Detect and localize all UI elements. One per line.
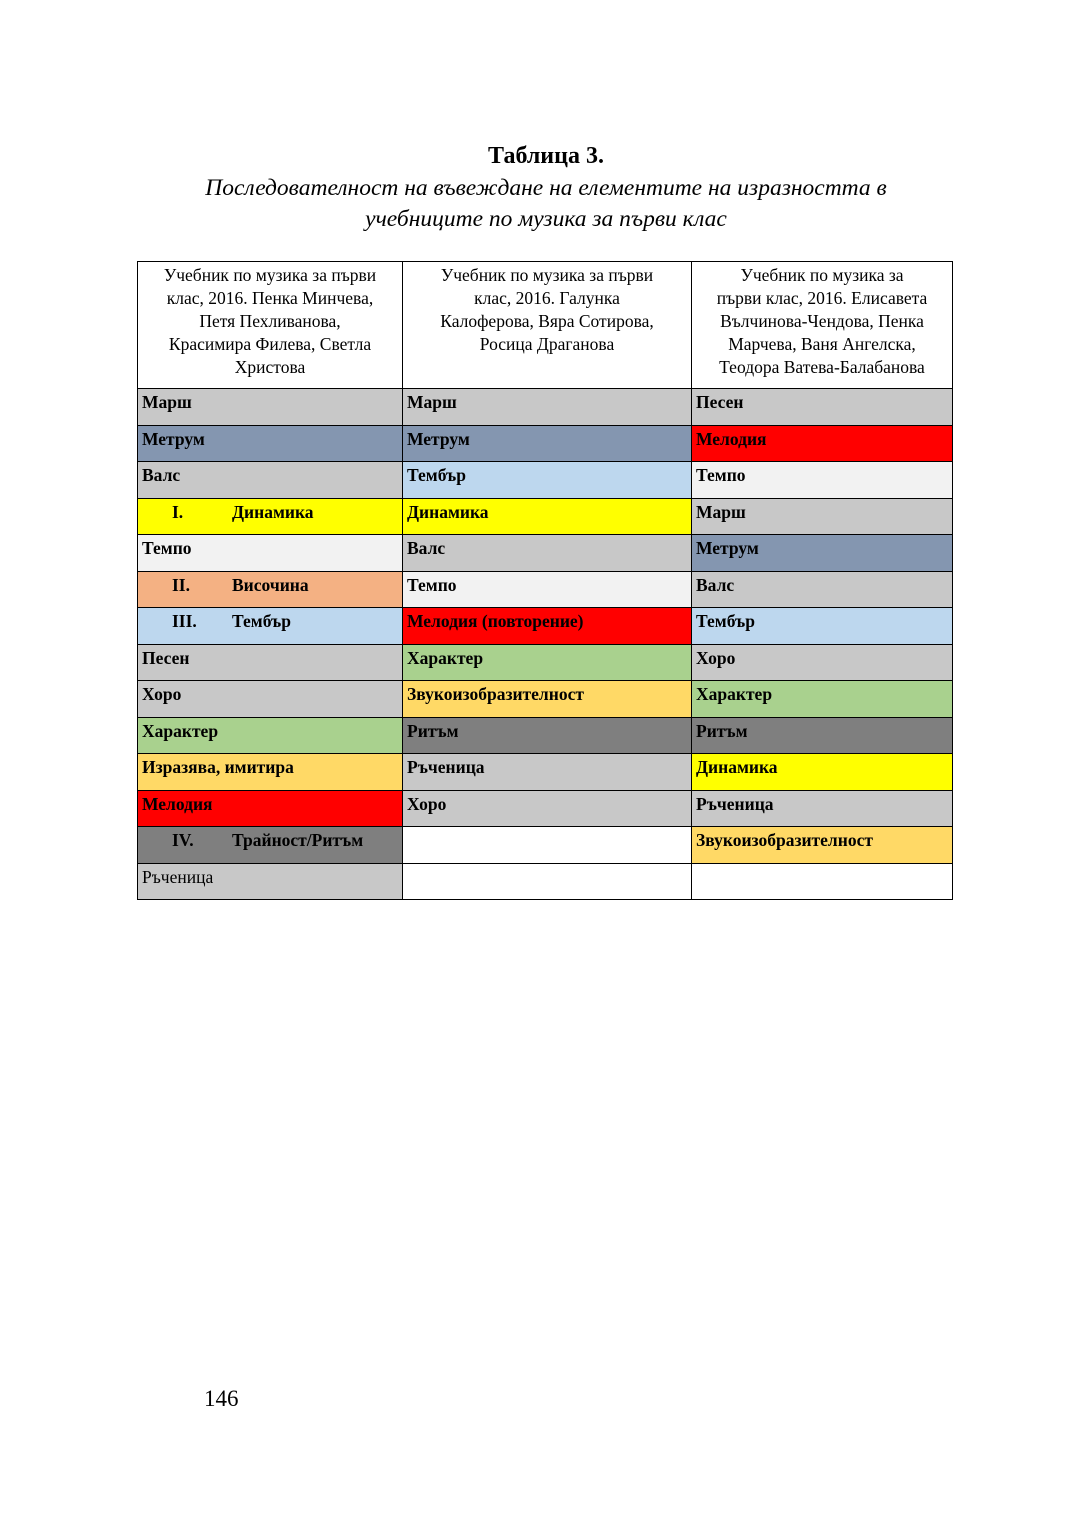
table-cell-col-2 [403, 608, 692, 645]
table-cell-col-2 [403, 644, 692, 681]
header-line: Учебник по музика за първи [163, 265, 377, 285]
cell-text: Валс [696, 574, 735, 595]
table-cell-col-1 [138, 462, 403, 499]
header-line: Вълчинова-Чендова, Пенка [720, 311, 924, 331]
cell-text: Темпо [696, 465, 746, 485]
table-cell-col-2 [403, 863, 692, 900]
table-cell-col-2 [403, 827, 692, 864]
table-row [138, 462, 953, 499]
list-number: IV. [172, 830, 194, 850]
header-cell-textbook-1 [138, 262, 403, 389]
table-title: Таблица 3. [488, 143, 604, 169]
header-cell-textbook-3 [692, 262, 953, 389]
table-cell-col-1 [138, 608, 403, 645]
table-cell-col-3 [692, 498, 953, 535]
table-cell-col-1 [138, 681, 403, 718]
table-row [138, 571, 953, 608]
cell-text: Метрум [142, 428, 205, 449]
cell-text: Трайност/Ритъм [232, 830, 364, 850]
table-cell-col-1 [138, 571, 403, 608]
cell-text: Тембър [407, 465, 466, 485]
cell-text: Звукоизобразителност [407, 684, 584, 704]
table-row [138, 389, 953, 426]
table-cell-col-3 [692, 462, 953, 499]
page-number: 146 [204, 1386, 239, 1411]
table-cell-col-3 [692, 863, 953, 900]
header-line: клас, 2016. Галунка [474, 288, 620, 308]
table-cell-col-2 [403, 790, 692, 827]
cell-text: Хоро [142, 684, 182, 704]
cell-text: Характер [407, 647, 484, 668]
table-cell-col-2 [403, 717, 692, 754]
cell-text: Песен [142, 647, 190, 668]
table-cell-col-1 [138, 498, 403, 535]
table-cell-col-3 [692, 571, 953, 608]
cell-text: Метрум [696, 538, 759, 558]
cell-text: Мелодия [696, 428, 767, 449]
table-cell-col-3 [692, 389, 953, 426]
table-row [138, 717, 953, 754]
cell-text: Височина [232, 574, 309, 595]
header-line: Марчева, Ваня Ангелска, [728, 334, 916, 354]
header-line: Учебник по музика за първи [440, 265, 654, 285]
table-row [138, 754, 953, 791]
cell-text: Динамика [407, 501, 489, 522]
table-cell-col-1 [138, 790, 403, 827]
cell-text: Темпо [142, 538, 192, 558]
table-cell-col-3 [692, 754, 953, 791]
cell-text: Марш [142, 392, 192, 412]
cell-text: Валс [407, 538, 446, 558]
table-row [138, 790, 953, 827]
header-line: Учебник по музика за [740, 265, 904, 285]
cell-text: Темпо [407, 574, 457, 595]
table-row [138, 681, 953, 718]
table-row [138, 608, 953, 645]
table-cell-col-1 [138, 425, 403, 462]
cell-text: Хоро [407, 793, 447, 814]
table-cell-col-2 [403, 535, 692, 572]
header-line: Калоферова, Вяра Сотирова, [440, 311, 654, 331]
table-row [138, 644, 953, 681]
table-cell-col-3 [692, 535, 953, 572]
table-row [138, 535, 953, 572]
table-cell-col-1 [138, 827, 403, 864]
table-row [138, 425, 953, 462]
cell-text: Тембър [232, 611, 291, 631]
header-line: клас, 2016. Пенка Минчева, [166, 288, 374, 308]
table-cell-col-1 [138, 717, 403, 754]
cell-text: Ръченица [142, 866, 214, 887]
cell-text: Динамика [232, 501, 314, 522]
table-cell-col-1 [138, 535, 403, 572]
list-number: II. [172, 574, 190, 595]
cell-text: Характер [696, 684, 773, 704]
cell-text: Ръченица [407, 757, 485, 777]
table-row [138, 498, 953, 535]
cell-text: Ръченица [696, 793, 774, 814]
table-cell-col-1 [138, 389, 403, 426]
table-cell-col-1 [138, 644, 403, 681]
cell-text: Тембър [696, 611, 755, 631]
header-line: първи клас, 2016. Елисавета [716, 288, 928, 308]
table-cell-col-2 [403, 681, 692, 718]
cell-text: Валс [142, 465, 181, 485]
header-line: Теодора Ватева-Балабанова [719, 357, 925, 377]
table-cell-col-2 [403, 389, 692, 426]
header-cell-textbook-2 [403, 262, 692, 389]
table-cell-col-2 [403, 754, 692, 791]
cell-text: Хоро [696, 647, 736, 668]
table-row [138, 863, 953, 900]
table-cell-col-3 [692, 644, 953, 681]
table-cell-col-3 [692, 790, 953, 827]
list-number: III. [172, 611, 197, 631]
table-row [138, 827, 953, 864]
cell-text: Характер [142, 720, 219, 741]
cell-text: Динамика [696, 757, 778, 777]
cell-text: Метрум [407, 428, 470, 449]
header-line: Красимира Филева, Светла [168, 334, 372, 354]
cell-text: Мелодия [142, 793, 213, 814]
table-header-row [138, 262, 953, 389]
table-cell-col-2 [403, 462, 692, 499]
list-number: I. [172, 501, 184, 522]
table-cell-col-1 [138, 754, 403, 791]
table-cell-col-3 [692, 717, 953, 754]
header-line: Росица Драганова [479, 334, 615, 354]
cell-text: Звукоизобразителност [696, 830, 873, 850]
table-cell-col-2 [403, 571, 692, 608]
cell-text: Марш [696, 501, 746, 522]
subtitle-line-1: Последователност на въвеждане на елементите на изразността в [205, 175, 887, 201]
subtitle-line-2: учебниците по музика за първи клас [365, 206, 727, 232]
cell-text: Мелодия (повторение) [407, 611, 584, 631]
table-subtitle [140, 173, 952, 235]
elements-sequence-table [137, 261, 953, 900]
cell-text: Ритъм [696, 720, 748, 741]
header-line: Петя Пехливанова, [199, 311, 341, 331]
table-cell-col-3 [692, 827, 953, 864]
table-cell-col-3 [692, 425, 953, 462]
cell-text: Ритъм [407, 720, 459, 741]
table-cell-col-3 [692, 608, 953, 645]
table-cell-col-2 [403, 498, 692, 535]
cell-text: Изразява, имитира [142, 757, 294, 777]
table-cell-col-2 [403, 425, 692, 462]
table-cell-col-1 [138, 863, 403, 900]
table-cell-col-3 [692, 681, 953, 718]
cell-text: Песен [696, 392, 744, 412]
cell-text: Марш [407, 392, 457, 412]
header-line: Христова [234, 357, 306, 377]
